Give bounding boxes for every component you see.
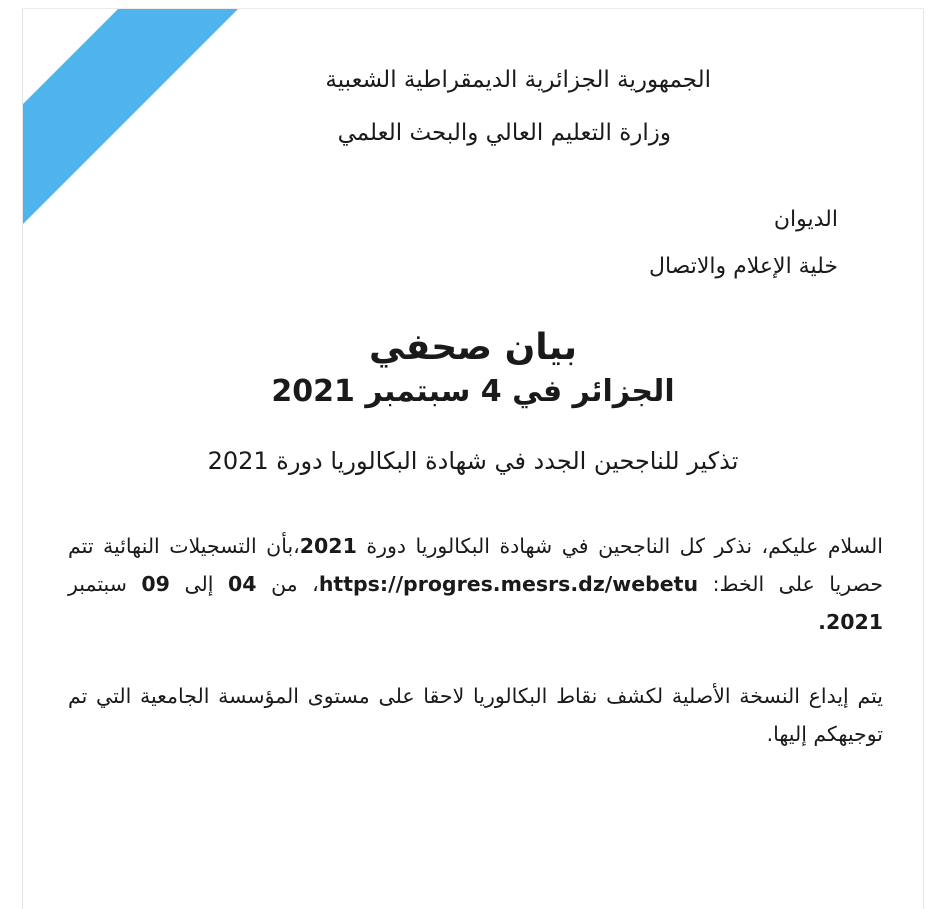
registration-url-link[interactable]: https://progres.mesrs.dz/webetu — [318, 572, 699, 596]
registration-paragraph — [68, 527, 883, 641]
transcript-deposit-paragraph: يتم إيداع النسخة الأصلية لكشف نقاط البكالوريا لاحقا على مستوى المؤسسة الجامعية التي تم توجيهكم إليها. — [68, 684, 883, 746]
ministry-name: وزارة التعليم العالي والبحث العلمي — [337, 120, 671, 146]
republic-name: الجمهورية الجزائرية الديمقراطية الشعبية — [325, 67, 711, 93]
dateline: الجزائر في 4 سبتمبر 2021 — [271, 374, 675, 409]
paragraph1-month: سبتمبر — [68, 572, 142, 596]
paragraph1-text-b: ،بأن التسجيلات النهائية تتم حصريا على الخط: — [68, 534, 883, 596]
paragraph1-text-a: السلام عليكم، نذكر كل الناجحين في شهادة البكالوريا دورة — [356, 534, 883, 558]
paragraph1-text-d: إلى — [169, 572, 229, 596]
office-label: الديوان — [773, 207, 838, 232]
corner-ribbon-shape — [23, 9, 253, 239]
paragraph1-text-c: ، من — [256, 572, 319, 596]
document-page — [22, 8, 924, 909]
subject-line: تذكير للناجحين الجدد في شهادة البكالوريا دورة 2021 — [207, 447, 739, 475]
end-day: 09 — [141, 572, 170, 596]
press-release-title: بيان صحفي — [368, 327, 578, 368]
end-year: 2021. — [818, 610, 883, 634]
start-day: 04 — [228, 572, 257, 596]
bac-year: 2021 — [299, 534, 357, 558]
communication-cell-label: خلية الإعلام والاتصال — [648, 254, 838, 279]
